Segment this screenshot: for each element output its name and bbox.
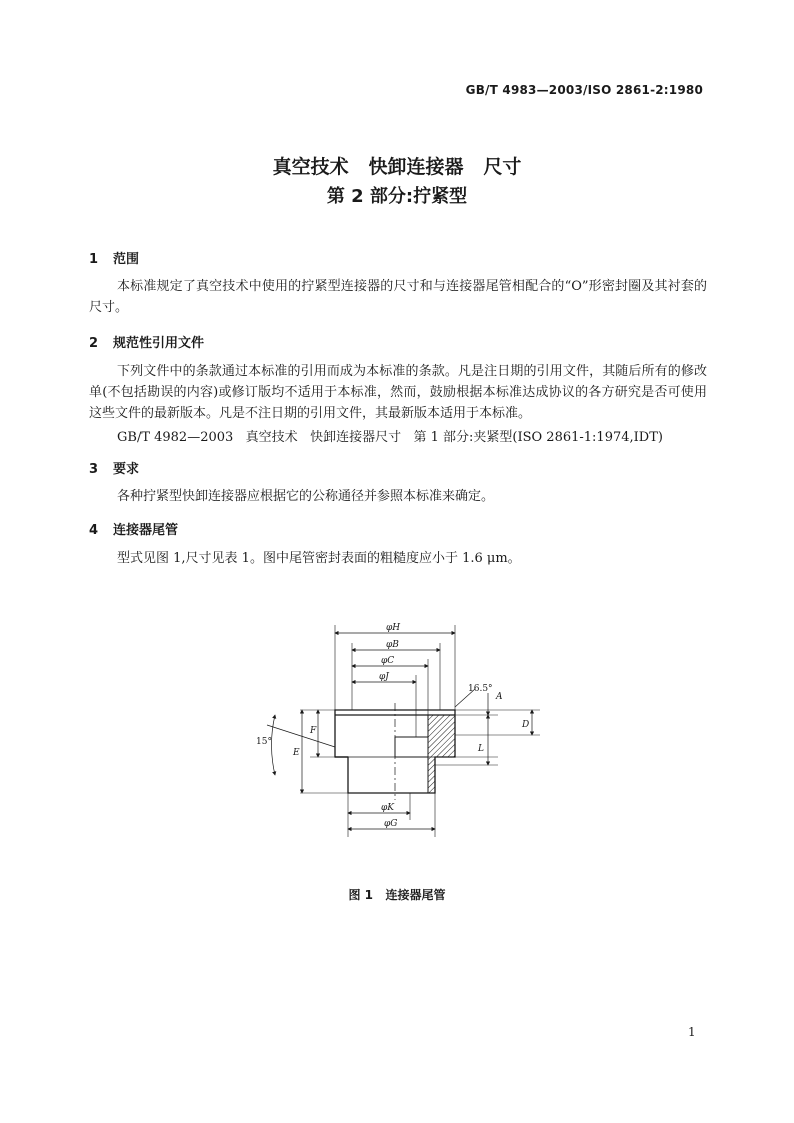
dim-K-label: φK <box>381 803 395 813</box>
dim-L-label: L <box>478 744 484 754</box>
standard-code: GB/T 4983—2003/ISO 2861-2:1980 <box>465 83 703 97</box>
dim-D-label: D <box>522 720 530 730</box>
section-body-3: 各种拧紧型快卸连接器应根据它的公称通径并参照本标准来确定。 <box>117 489 495 504</box>
section-heading-3 <box>89 458 139 477</box>
page-number: 1 <box>688 1025 696 1039</box>
normative-reference: GB/T 4982—2003 真空技术 快卸连接器尺寸 第 1 部分:夹紧型(ISO 2861-1:1974,IDT) <box>117 430 663 445</box>
section-number: 3 <box>89 462 99 477</box>
dim-B-label: φB <box>386 640 399 650</box>
dim-E-label: E <box>293 748 300 758</box>
section-title: 要求 <box>113 462 140 477</box>
connector-tailpipe-drawing <box>250 615 550 845</box>
section-heading-1 <box>89 248 139 267</box>
section-body-4: 型式见图 1,尺寸见表 1。图中尾管密封表面的粗糙度应小于 1.6 μm。 <box>117 551 521 566</box>
section-body-1: 本标准规定了真空技术中使用的拧紧型连接器的尺寸和与连接器尾管相配合的“O”形密封圈及其衬套的尺寸。 <box>89 279 707 315</box>
document-subtitle: 第 2 部分:拧紧型 <box>326 186 468 207</box>
section-body-2: 下列文件中的条款通过本标准的引用而成为本标准的条款。凡是注日期的引用文件，其随后所有的修改单(不包括勘误的内容)或修订版均不适用于本标准，然而，鼓励根据本标准达成协议的各方研究是否可使用这些文件的最新版本。凡是不注日期的引用文件，其最新版本适用于本标准。 <box>89 364 707 421</box>
angle-top-label: 16.5° <box>468 684 493 694</box>
dim-G-label: φG <box>384 819 398 829</box>
dim-J-label: φJ <box>379 672 389 682</box>
section-title: 连接器尾管 <box>113 523 179 538</box>
section-title: 范围 <box>113 252 140 267</box>
section-heading-4 <box>89 519 178 538</box>
section-number: 1 <box>89 252 99 267</box>
section-number: 4 <box>89 523 99 538</box>
dim-A-label: A <box>496 692 503 702</box>
angle-left-label: 15° <box>256 737 272 747</box>
section-number: 2 <box>89 336 99 351</box>
dim-H-label: φH <box>386 623 401 633</box>
document-title: 真空技术 快卸连接器 尺寸 <box>272 156 522 178</box>
dim-C-label: φC <box>381 656 395 666</box>
dim-F-label: F <box>310 726 317 736</box>
section-hatch <box>428 715 455 793</box>
section-heading-2 <box>89 332 204 351</box>
section-title: 规范性引用文件 <box>113 336 205 351</box>
figure-caption: 图 1 连接器尾管 <box>348 888 446 902</box>
